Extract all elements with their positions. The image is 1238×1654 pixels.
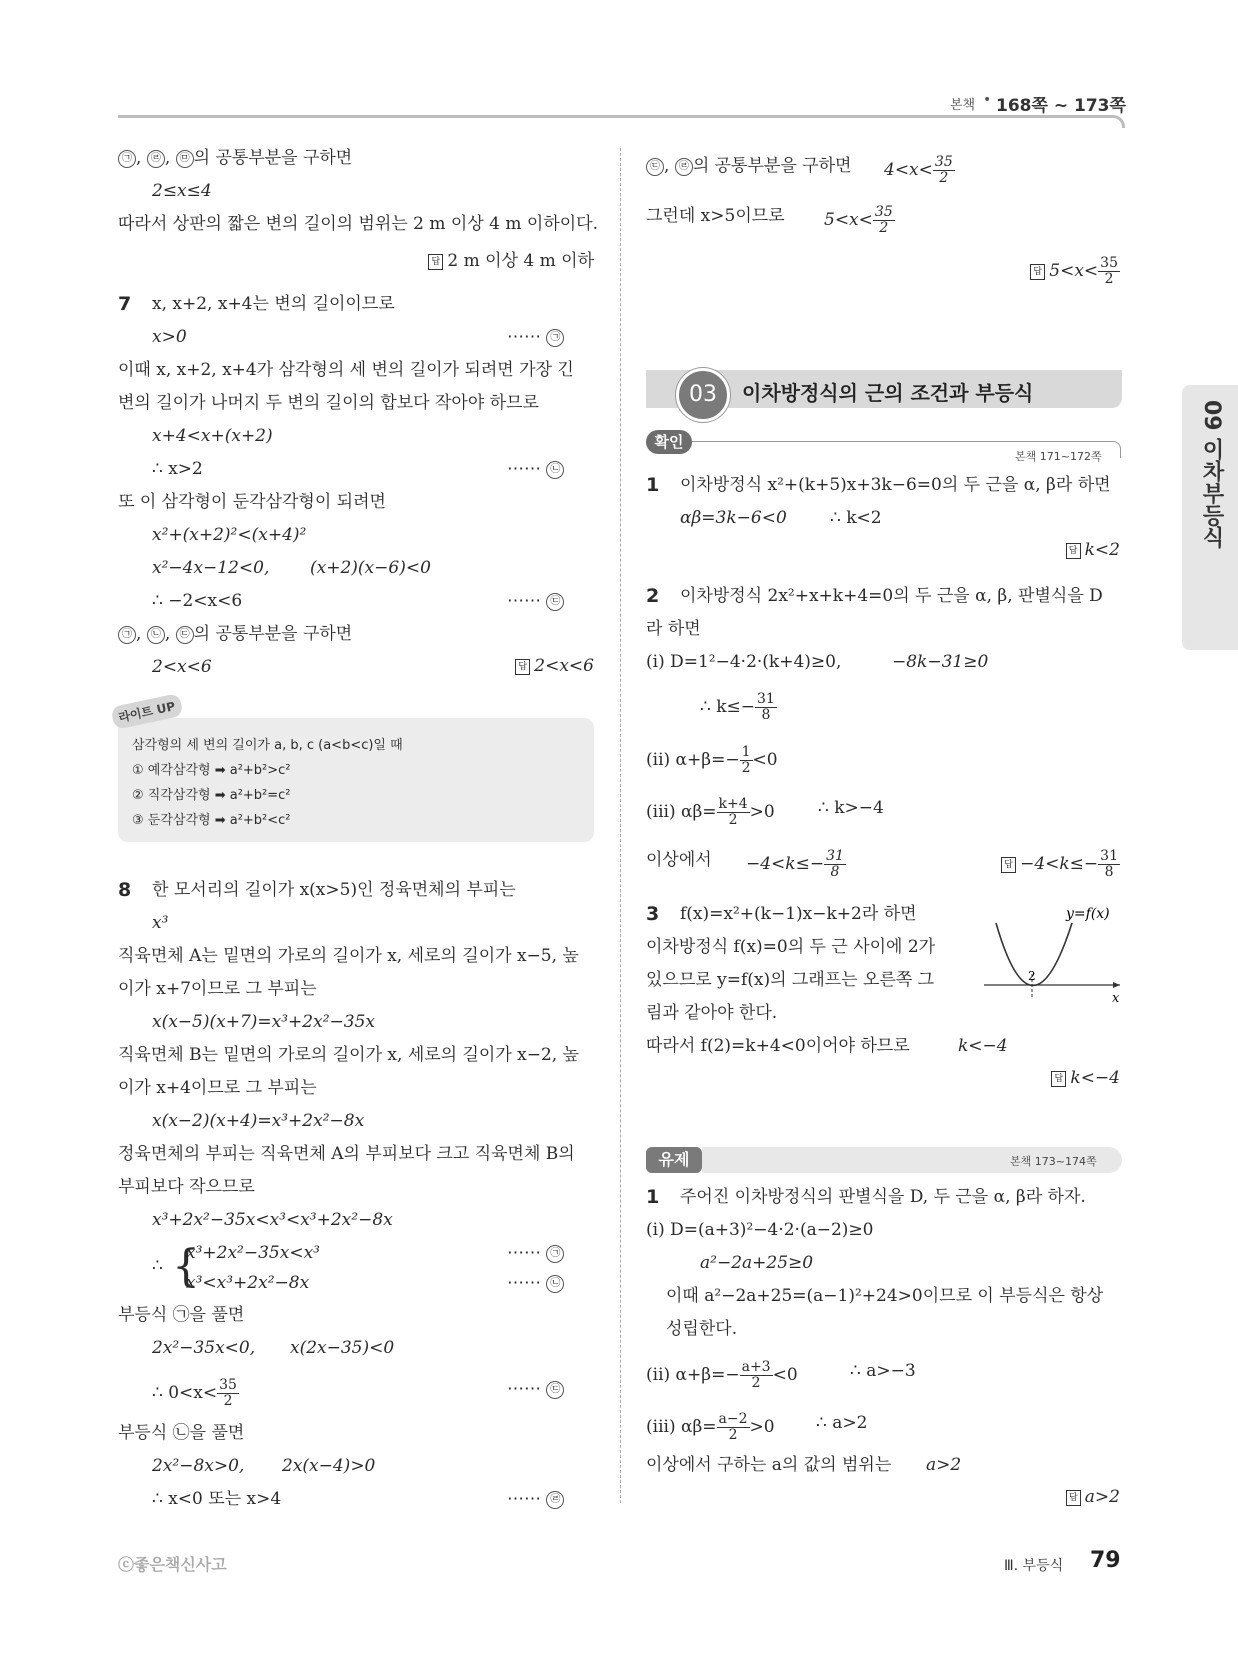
p8-line-17b: 2x(x−4)>0 <box>282 1456 376 1476</box>
graph-two-label: 2 <box>1028 969 1036 983</box>
p8-brace: { <box>172 1241 200 1292</box>
graph-function-label: y=f(x) <box>1066 906 1110 922</box>
q2-line-7: 이상에서 <box>646 850 712 870</box>
yuje-pages: 본책 173~174쪽 <box>1010 1155 1097 1168</box>
q2-line-1: 이차방정식 2x²+x+k+4=0의 두 근을 α, β, 판별식을 D <box>680 586 1103 606</box>
p7-line-12: 2<x<6 <box>152 657 212 677</box>
graph-x-label: x <box>1112 991 1120 1006</box>
column-divider <box>620 148 621 1503</box>
y1-line-2: (i) D=(a+3)²−4·2·(a−2)≥0 <box>646 1220 874 1240</box>
header-book: 본책 <box>950 98 976 113</box>
p8-line-8: x(x−2)(x+4)=x³+2x²−8x <box>152 1111 365 1131</box>
q2-line-6: (iii) αβ= $\frac{k+4}{2}$ >0 <box>646 796 775 828</box>
p8-line-15: ∴ 0<x< $\frac{35}{2}$ <box>152 1377 237 1409</box>
rightup-item-1: ① 예각삼각형 ➡ a²+b²>c² <box>132 763 291 778</box>
p8-therefore: ∴ <box>152 1256 163 1276</box>
p8-line-9: 정육면체의 부피는 직육면체 A의 부피보다 크고 직육면체 B의 <box>118 1144 575 1164</box>
footer-publisher: ⓒ좋은책신사고 <box>118 1555 227 1574</box>
y1-line-1: 주어진 이차방정식의 판별식을 D, 두 근을 α, β라 하자. <box>680 1187 1086 1207</box>
p7-line-3: 이때 x, x+2, x+4가 삼각형의 세 변의 길이가 되려면 가장 긴 <box>118 360 574 380</box>
left-line-3: 따라서 상판의 짧은 변의 길이의 범위는 2 m 이상 4 m 이하이다. <box>118 214 599 234</box>
y1-line-7c: ∴ a>2 <box>816 1413 868 1433</box>
right-line-2-math: 5<x< $\frac{35}{2}$ <box>824 204 893 236</box>
y1-line-7: (iii) αβ= $\frac{a-2}{2}$ >0 <box>646 1411 775 1443</box>
p8-line-6: 직육면체 B는 밑면의 가로의 길이가 x, 세로의 길이가 x−2, 높 <box>118 1045 580 1065</box>
p7-line-10: ∴ −2<x<6 <box>152 591 243 611</box>
q2-line-4: ∴ k≤− $\frac{31}{8}$ <box>700 691 775 723</box>
p7-line-7: 또 이 삼각형이 둔각삼각형이 되려면 <box>118 492 386 512</box>
q3-line-5: 따라서 f(2)=k+4<0이어야 하므로 <box>646 1036 910 1056</box>
p8-marker-2: ⋯⋯ ㉡ <box>507 1272 564 1294</box>
answer-q2: 답 −4<k≤− $\frac{31}{8}$ <box>1001 849 1120 880</box>
section-number: 03 <box>676 368 730 422</box>
problem-8-number: 8 <box>118 879 132 901</box>
rightup-title: 삼각형의 세 변의 길이가 a, b, c (a<b<c)일 때 <box>132 738 403 753</box>
rightup-item-3: ③ 둔각삼각형 ➡ a²+b²<c² <box>132 813 291 828</box>
y1-line-8b: a>2 <box>926 1455 962 1475</box>
q3-number: 3 <box>646 903 660 925</box>
p8-line-14a: 2x²−35x<0, <box>152 1338 256 1358</box>
q2-line-3b: −8k−31≥0 <box>892 652 989 672</box>
p8-line-12a: x³+2x²−35x<x³ <box>186 1243 320 1263</box>
answer-6: 답 2 m 이상 4 m 이하 <box>428 246 594 271</box>
q2-line-7b: −4<k≤− $\frac{31}{8}$ <box>746 848 844 880</box>
y1-line-3: a²−2a+25≥0 <box>700 1253 814 1273</box>
p8-line-10: 부피보다 작으므로 <box>118 1177 255 1197</box>
graph-x-arrow <box>1113 982 1120 988</box>
section-title: 이차방정식의 근의 조건과 부등식 <box>742 381 1034 405</box>
p8-line-17a: 2x²−8x>0, <box>152 1456 245 1476</box>
footer-chapter: Ⅲ. 부등식 <box>1004 1558 1064 1574</box>
q2-line-6c: ∴ k>−4 <box>818 798 884 818</box>
p7-line-2: x>0 <box>152 327 187 347</box>
header-pages: 168쪽 ~ 173쪽 <box>996 96 1126 116</box>
y1-line-6c: ∴ a>−3 <box>850 1361 916 1381</box>
chapter-side-tab-label: 09 이차부등식 <box>1199 400 1224 549</box>
p8-marker-3: ⋯⋯ ㉢ <box>507 1378 564 1400</box>
q1-line-1: 이차방정식 x²+(k+5)x+3k−6=0의 두 근을 α, β라 하면 <box>680 475 1111 495</box>
p7-line-1: x, x+2, x+4는 변의 길이이므로 <box>152 294 395 314</box>
confirm-badge: 확인 <box>646 430 692 454</box>
answer-q3: 답 k<−4 <box>1051 1068 1120 1088</box>
p8-line-7: 이가 x+4이므로 그 부피는 <box>118 1078 317 1098</box>
q2-line-5: (ii) α+β=− $\frac{1}{2}$ <0 <box>646 744 778 776</box>
answer-y1: 답 a>2 <box>1066 1487 1120 1507</box>
p8-line-5: x(x−5)(x+7)=x³+2x²−35x <box>152 1012 375 1032</box>
p8-line-14b: x(2x−35)<0 <box>290 1338 395 1358</box>
p7-line-8: x²+(x+2)²<(x+4)² <box>152 525 307 545</box>
q3-line-4: 림과 같아야 한다. <box>646 1003 778 1023</box>
y1-line-4: 이때 a²−2a+25=(a−1)²+24>0이므로 이 부등식은 항상 <box>666 1286 1104 1306</box>
problem-7-number: 7 <box>118 293 132 315</box>
q1-line-2a: αβ=3k−6<0 <box>680 508 787 528</box>
p8-line-16: 부등식 ㉡을 풀면 <box>118 1423 245 1443</box>
q3-line-1: f(x)=x²+(k−1)x−k+2라 하면 <box>680 904 917 924</box>
right-line-2: 그런데 x>5이므로 <box>646 206 785 226</box>
p8-line-4: 이가 x+7이므로 그 부피는 <box>118 979 317 999</box>
q1-number: 1 <box>646 474 660 496</box>
right-line-1-math: 4<x< $\frac{35}{2}$ <box>884 154 953 186</box>
p8-line-3: 직육면체 A는 밑면의 가로의 길이가 x, 세로의 길이가 x−5, 높 <box>118 946 579 966</box>
p8-line-2: x³ <box>152 913 169 933</box>
p7-line-6: ∴ x>2 <box>152 459 203 479</box>
q3-line-3: 있으므로 y=f(x)의 그래프는 오른쪽 그 <box>646 970 935 990</box>
right-line-1: ㉢ , ㉣ 의 공통부분을 구하면 <box>646 155 851 177</box>
q2-line-2: 라 하면 <box>646 619 701 639</box>
p7-marker-1: ⋯⋯ ㉠ <box>507 326 564 348</box>
y1-line-6: (ii) α+β=− $\frac{a+3}{2}$ <0 <box>646 1359 798 1391</box>
header-rule <box>118 115 1125 128</box>
p8-line-11: x³+2x²−35x<x³<x³+2x²−8x <box>152 1210 393 1230</box>
p7-line-11: ㉠ , ㉡ , ㉢ 의 공통부분을 구하면 <box>118 623 352 645</box>
p7-line-9b: (x+2)(x−6)<0 <box>310 558 431 578</box>
p7-line-5: x+4<x+(x+2) <box>152 426 273 446</box>
q3-line-2: 이차방정식 f(x)=0의 두 근 사이에 2가 <box>646 937 936 957</box>
y1-line-5: 성립한다. <box>666 1319 738 1339</box>
confirm-pages: 본책 171~172쪽 <box>1015 450 1102 463</box>
rightup-item-2: ② 직각삼각형 ➡ a²+b²=c² <box>132 788 291 803</box>
footer-page-number: 79 <box>1090 1548 1121 1573</box>
yuje-badge: 유제 <box>646 1147 702 1173</box>
p8-line-1: 한 모서리의 길이가 x(x>5)인 정육면체의 부피는 <box>152 880 516 900</box>
answer-q1: 답 k<2 <box>1066 540 1120 560</box>
p8-marker-4: ⋯⋯ ㉣ <box>507 1488 564 1510</box>
p7-line-9a: x²−4x−12<0, <box>152 558 270 578</box>
q1-line-2b: ∴ k<2 <box>830 508 882 528</box>
answer-8: 답 5<x< $\frac{35}{2}$ <box>1030 256 1120 287</box>
parabola-graph <box>980 898 1122 1016</box>
q2-number: 2 <box>646 585 660 607</box>
left-line-2: 2≤x≤4 <box>152 181 212 201</box>
p8-line-12b: x³<x³+2x²−8x <box>186 1273 310 1293</box>
p8-marker-1: ⋯⋯ ㉠ <box>507 1242 564 1264</box>
q3-line-5b: k<−4 <box>958 1036 1008 1056</box>
left-line-1: ㉠ , ㉣ , ㉤ 의 공통부분을 구하면 <box>118 147 352 169</box>
p7-marker-3: ⋯⋯ ㉢ <box>507 590 564 612</box>
p8-line-18: ∴ x<0 또는 x>4 <box>152 1489 282 1509</box>
q2-line-3a: (i) D=1²−4·2·(k+4)≥0, <box>646 652 842 672</box>
header-bullet: • <box>983 92 992 108</box>
y1-line-8: 이상에서 구하는 a의 값의 범위는 <box>646 1455 892 1475</box>
rightup-badge: 라이트 UP <box>112 700 182 723</box>
p7-line-4: 변의 길이가 나머지 두 변의 길이의 합보다 작아야 하므로 <box>118 393 539 413</box>
y1-number: 1 <box>646 1186 660 1208</box>
p8-line-13: 부등식 ㉠을 풀면 <box>118 1305 245 1325</box>
answer-7: 답 2<x<6 <box>515 656 594 676</box>
p7-marker-2: ⋯⋯ ㉡ <box>507 458 564 480</box>
